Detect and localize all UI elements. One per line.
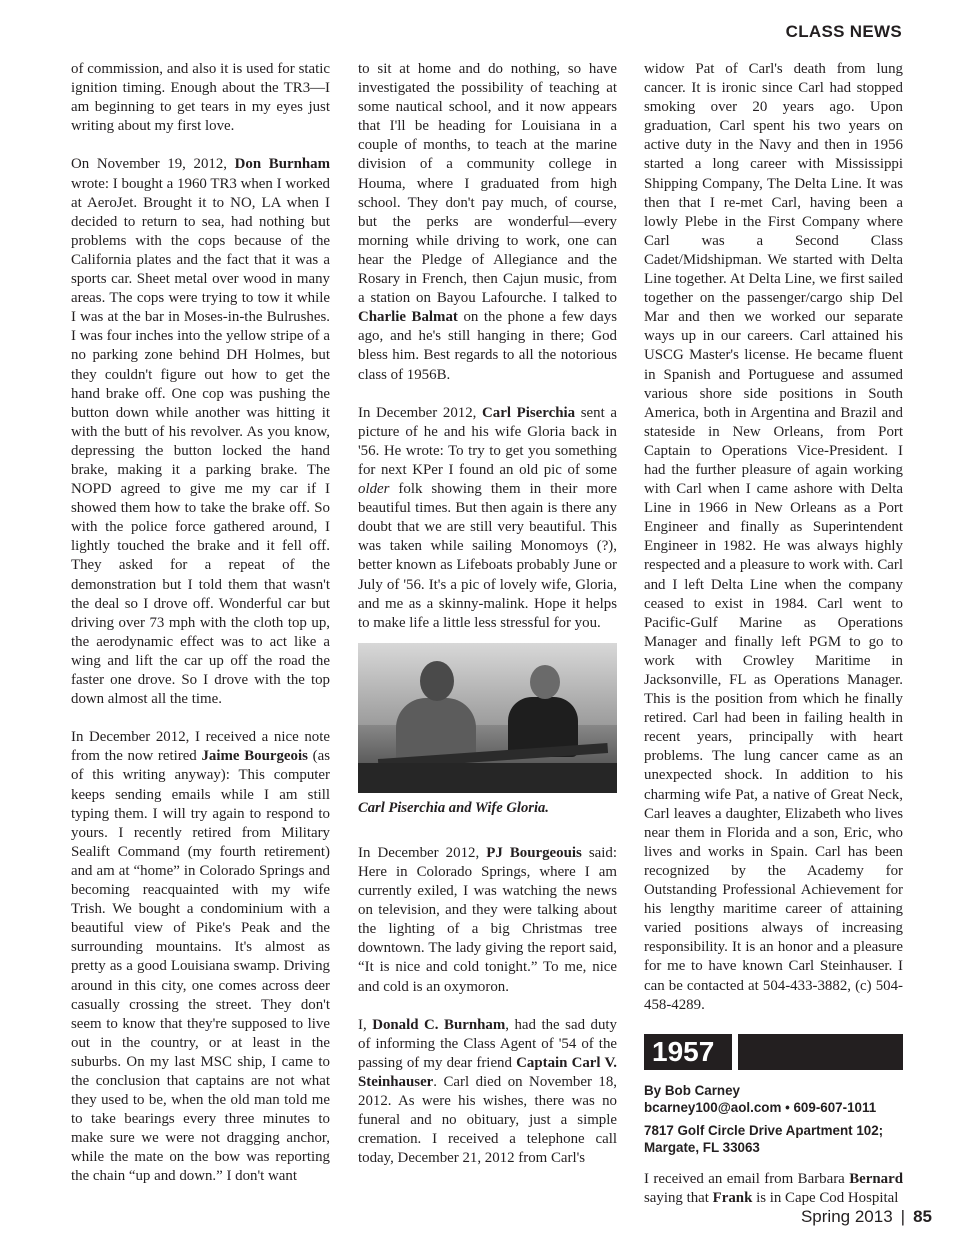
paragraph-text: of commission, and also it is used for static ignition timing. Enough about the TR3—I am beginning to get tears in my eyes just writing about my first love. — [71, 61, 330, 135]
person-name: Don Burnham — [234, 156, 330, 173]
paragraph-text: wrote: I bought a 1960 TR3 when I worked at AeroJet. Brought it to NO, LA when I decided to return to sea, had nothing but problems with the cops because of the California plates and the fact that it was a sports car. Sheet metal over wood in many areas. The cops were trying to tow it while I was at the bar in Moses-in-the Bulrushes. I was four inches into the yellow stripe of a no parking zone behind DH Holmes, but they couldn't figure out how to get the hand brake off. One cop was pushing the button down while another was hitting it with the butt of his revolver. As you know, depressing the button locked the hand brake, making it a parking brake. The NOPD agreed to give me my car if I showed them how to take the brake off. So with the police force gathered around, I lightly touched the brake and it fell off. They asked for a repeat of the demonstration but I told them that wasn't the deal so I drove off. Wonderful car but driving over 73 mph with the cloth top up, the aerodynamic effect was to act like a wing and lift the car up off the road the faster one drove. So I drove with the top down almost all the time. — [71, 175, 330, 708]
paragraph — [358, 404, 617, 633]
paragraph — [358, 60, 617, 385]
paragraph — [71, 728, 330, 1186]
person-name: Captain Carl V. Steinhauser — [358, 1054, 617, 1091]
author-email-phone: bcarney100@aol.com • 609-607-1011 — [644, 1099, 877, 1115]
paragraph-text: On November 19, 2012, — [71, 156, 235, 173]
paragraph-text: I, — [358, 1016, 373, 1033]
person-name: Bernard — [849, 1170, 903, 1187]
person-name: Frank — [712, 1189, 753, 1206]
paragraph-text: said: Here in Colorado Springs, where I am currently exiled, I was watching the news on television, and they were talking about the lighting of a big Christmas tree downtown. The lady giving the report said, “It is nice and cold tonight.” To me, nice and cold is an oxymoron. — [358, 844, 617, 995]
paragraph-text: I received an email from Barbara — [644, 1170, 850, 1187]
paragraph-text: . Carl died on November 18, 2012. As were his wishes, there was no funeral and no obituary, just a simple cremation. I received a telephone call today, December 21, 2012 from Carl's — [358, 1074, 617, 1167]
paragraph — [71, 60, 330, 136]
paragraph-text: to sit at home and do nothing, so have investigated the possibility of teaching at some nautical school, and it now appears that I'll be heading for Louisiana in a couple of months, to teach at the marine division of a community college in Houma, where I graduated from high school. They don't pay much, of course, but the perks are wonderful—every morning while driving to work, one can hear the Pledge of Allegiance and the Rosary in French, then Cajun music, from a station on Bayou Lafourche. I talked to — [358, 61, 617, 307]
paragraph-text: In December 2012, — [358, 844, 487, 861]
person-name: Donald C. Burnham — [372, 1016, 506, 1033]
paragraph — [358, 1016, 617, 1169]
person-name: PJ Bourgeouis — [486, 844, 582, 861]
person-name: Charlie Balmat — [358, 309, 458, 326]
emphasis-text: older — [358, 481, 390, 498]
paragraph-text: sent a picture of he and his wife Gloria back in '56. He wrote: To try to get you something for next KPer I found an old pic of some — [358, 404, 617, 478]
paragraph — [71, 155, 330, 709]
paragraph — [644, 1170, 903, 1208]
paragraph-text: on the phone a few days ago, and he's still hanging in there; God bless him. Best regards to all the notorious class of 1956B. — [358, 309, 617, 383]
paragraph — [644, 60, 903, 1015]
issue-label: Spring 2013 — [800, 1207, 893, 1226]
paragraph — [358, 844, 617, 997]
column-1 — [71, 60, 330, 1206]
banner-fill — [738, 1034, 903, 1070]
class-year: 1957 — [644, 1034, 732, 1070]
class-year-banner — [644, 1034, 903, 1070]
paragraph-text: In December 2012, I received a nice note from the now retired — [71, 729, 330, 765]
paragraph-text: , had the sad duty of informing the Class Agent of '54 of the passing of my dear friend — [358, 1016, 617, 1071]
footer-separator: | — [900, 1207, 906, 1226]
paragraph-text: folk showing them in their more beautiful times. But then again is there any doubt that we are still very beautiful. This was taken while sailing Monomoys (?), better known as Lifeboats probably June or July of '56. It's a pic of lovely wife, Gloria, and me as a skinny-malink. Hope it helps to make life a little less stressful for you. — [358, 481, 617, 631]
author-byline: By Bob Carney — [644, 1082, 740, 1098]
section-label: CLASS NEWS — [785, 22, 902, 41]
paragraph-text: saying that — [644, 1189, 713, 1206]
column-2 — [358, 60, 617, 1188]
photo-carl-and-gloria — [358, 643, 617, 793]
author-address-line-1: 7817 Golf Circle Drive Apartment 102; — [644, 1122, 884, 1138]
class-agent-contact — [644, 1082, 903, 1156]
paragraph-text: widow Pat of Carl's death from lung cancer. It is ironic since Carl had stopped smoking over 20 years ago. Upon graduation, Carl spent his two years on active duty in the Navy and then in 1956 started a long career with Mississippi Shipping Company, The Delta Line. It was then that I re-met Carl, having been a lowly Plebe in the First Company where Carl was a Second Class Cadet/Midshipman. We started with Delta Line together. At Delta Line, we first sailed together on the passenger/cargo ship Del Mar and then we worked our separate ways up in our careers. Carl attained his USCG Master's license. He became fluent in Spanish and Portuguese and assumed various shore side positions in South America, both in Argentina and Brazil and stateside in New Orleans, from Port Captain to Operations Vice-President. I had the further pleasure of again working with Carl when I came ashore with Delta Line in 1966 in New Orleans as a Port Engineer and finally as Superintendent Engineer in 1982. He was always highly respected and a pleasure to work with. Carl and I left Delta Line when the company ceased to exist in 1984. Carl went to Pacific-Gulf Marine as Operations Manager and finally left PGM to go to work with Crowley Maritime in Jacksonville, FL as Operations Manager. This is the position from which he finally retired. Carl had been in failing health in recent years, principally with heart problems. The lung cancer came as an unexpected shock. In addition to his charming wife Pat, a native of Great Neck, Carl leaves a daughter, Elizabeth who lives near them in Florida and a son, Eric, who lives and works in Spain. Carl has been recognized by the Academy for Outstanding Professional Achievement for his lengthy maritime career of attaining varied positions always of increasing responsibility. It is an honor and a pleasure for me to have known Carl Steinhauser. I can be contacted at 504-433-3882, (c) 504-458-4289. — [644, 61, 903, 1013]
column-3 — [644, 60, 906, 1227]
photo-caption: Carl Piserchia and Wife Gloria. — [358, 799, 549, 816]
paragraph-text: is in Cape Cod Hospital — [752, 1189, 899, 1206]
paragraph-text: In December 2012, — [358, 404, 483, 421]
person-name: Carl Piserchia — [482, 404, 576, 421]
page-number: 85 — [913, 1207, 932, 1226]
paragraph-text: (as of this writing anyway): This computer keeps sending emails while I am still typing them. I will try again to respond to yours. I recently retired from Military Sealift Command (my fourth retirement) and am at “home” in Colorado Springs and becoming reacquainted with my wife Trish. We bought a condominium with a beautiful view of Pike's Peak and the surrounding mountains. It's almost as pretty as a good Louisiana swamp. Driving around in this city, one comes across deer casually crossing the street. They don't seem to know that they're supposed to live out in the country, or at least in the suburbs. On my last MSC ship, I came to the conclusion that captains are not what they used to be, when the old man told me to take bearings every three minutes to make sure we were not dragging anchor, while the mate on the bow was reporting the chain “up and down.” I don't want — [71, 748, 330, 1185]
page-footer — [801, 1207, 932, 1227]
author-address-line-2: Margate, FL 33063 — [644, 1139, 760, 1155]
person-name: Jaime Bourgeois — [201, 748, 308, 765]
